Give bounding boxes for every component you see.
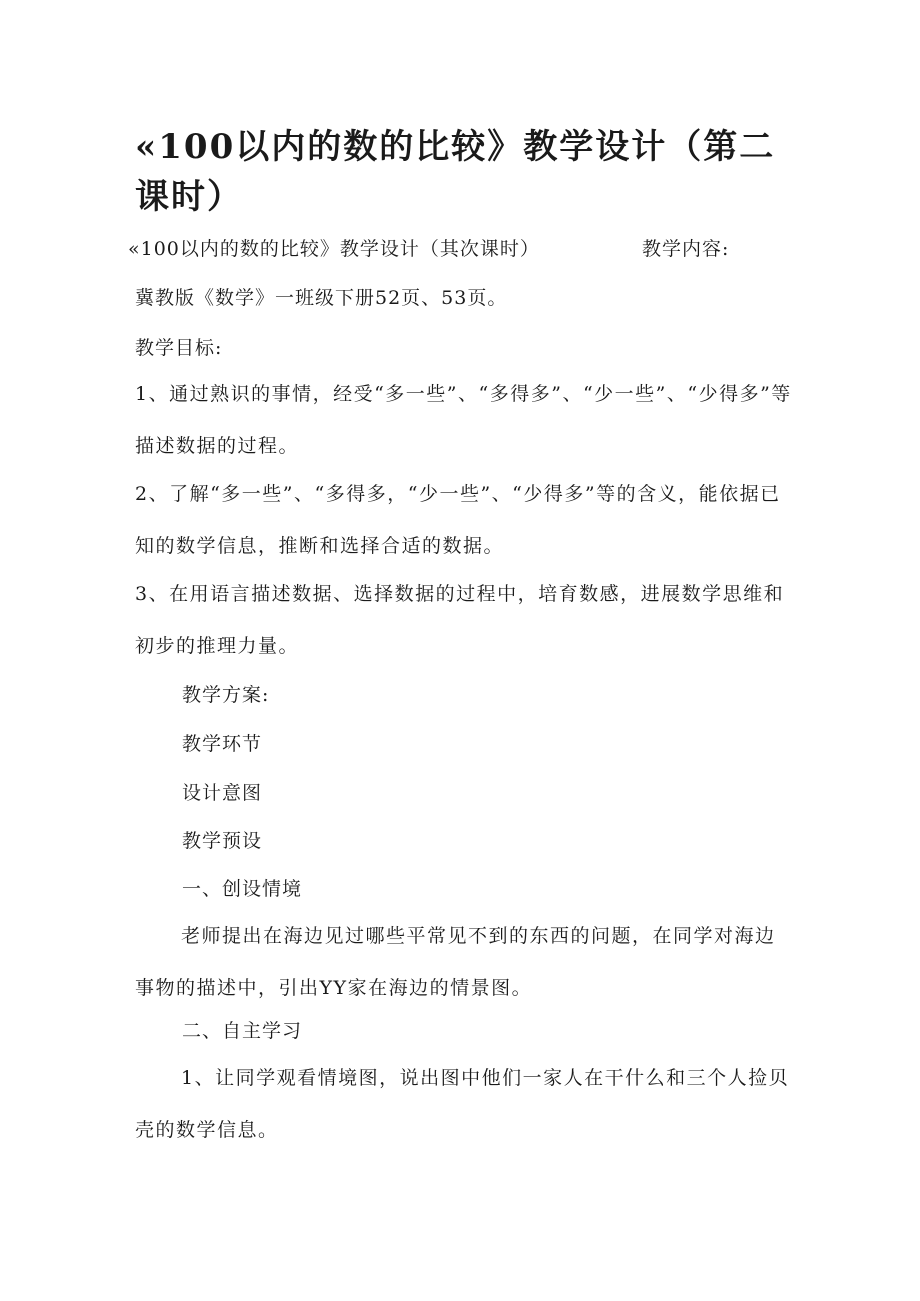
section2-text: 1、让同学观看情境图，说出图中他们一家人在干什么和三个人捡贝壳的数学信息。 — [135, 1067, 790, 1141]
goal-item-2: 2、了解“多一些”、“多得多，“少一些”、“少得多”等的含义，能依据已知的数学信息，推断和选择合适的数据。 — [135, 483, 781, 557]
goal-item-1: 1、通过熟识的事情，经受“多一些”、“多得多”、“少一些”、“少得多”等描述数据的过程。 — [135, 383, 792, 457]
content-label: 教学内容: — [642, 238, 730, 260]
textbook-reference: 冀教版《数学》一班级下册52页、53页。 — [135, 287, 508, 309]
plan-item-teaching-preset: 教学预设 — [182, 830, 263, 852]
plan-item-design-intent: 设计意图 — [182, 782, 263, 804]
plan-item-teaching-steps: 教学环节 — [182, 733, 263, 755]
document-title: «100以内的数的比较》教学设计（第二课时） — [135, 127, 776, 217]
document-subtitle: «100以内的数的比较》教学设计（其次课时） — [128, 238, 540, 260]
goal-item-3: 3、在用语言描述数据、选择数据的过程中，培育数感，进展数学思维和初步的推理力量。 — [135, 583, 785, 657]
section1-text: 老师提出在海边见过哪些平常见不到的东西的问题，在同学对海边事物的描述中，引出YY家在海边的情景图。 — [135, 925, 776, 999]
goals-heading: 教学目标: — [135, 337, 223, 359]
section1-heading: 一、创设情境 — [182, 878, 303, 900]
section2-heading: 二、自主学习 — [182, 1020, 303, 1042]
plan-heading: 教学方案: — [182, 684, 270, 706]
